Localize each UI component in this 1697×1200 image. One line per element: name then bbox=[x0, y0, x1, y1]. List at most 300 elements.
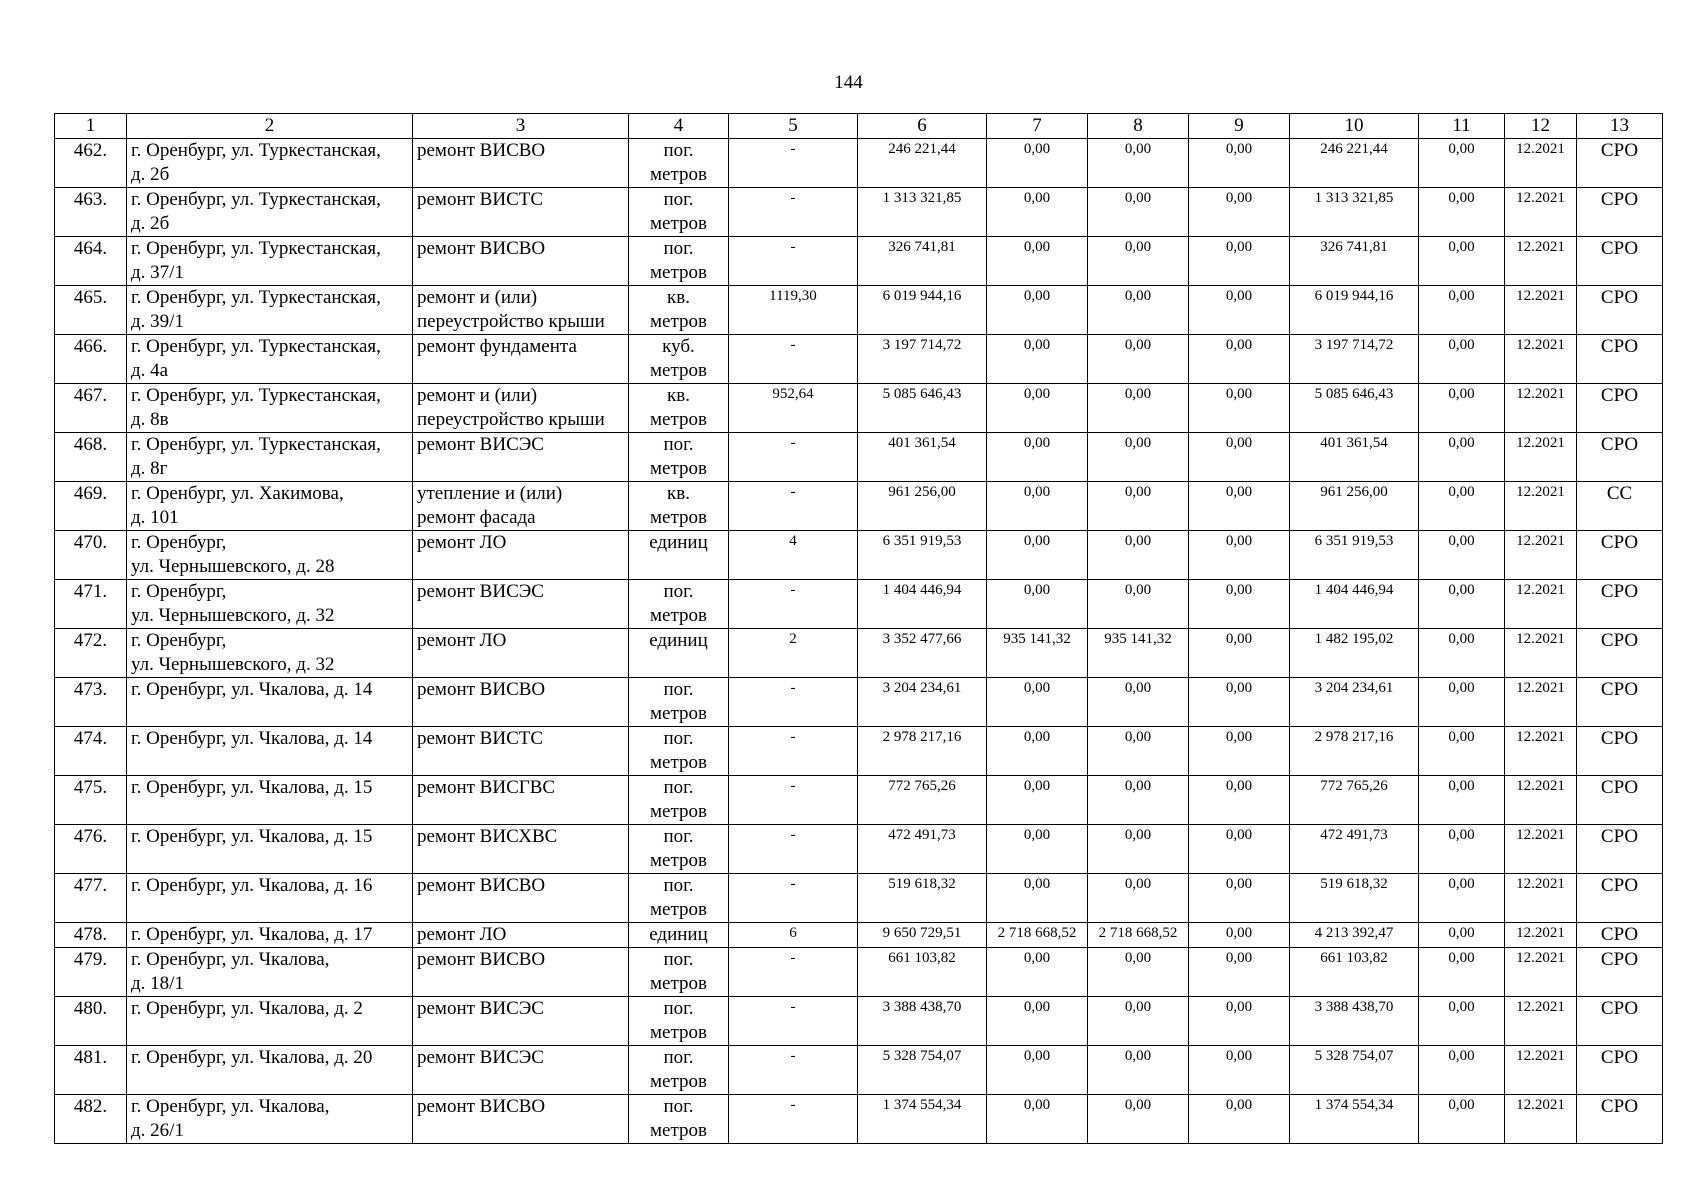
row-number bbox=[55, 997, 127, 1046]
deadline-cell-line: 12.2021 bbox=[1516, 582, 1565, 598]
value-cell-7-line: 0,00 bbox=[1023, 999, 1051, 1015]
total-cost-cell bbox=[858, 678, 987, 727]
work-type-cell bbox=[413, 678, 629, 727]
unit-cell bbox=[629, 727, 729, 776]
value-cell-9 bbox=[1189, 727, 1290, 776]
row-number bbox=[55, 727, 127, 776]
table-row bbox=[55, 1095, 1663, 1144]
unit-cell-line: пог. bbox=[663, 1096, 694, 1117]
deadline-cell-line: 12.2021 bbox=[1516, 1097, 1565, 1113]
fund-method-cell-line: СС bbox=[1606, 483, 1633, 504]
value-cell-9 bbox=[1189, 948, 1290, 997]
volume-cell bbox=[729, 629, 858, 678]
value-cell-7-line: 0,00 bbox=[1023, 729, 1051, 745]
value-cell-7 bbox=[987, 482, 1088, 531]
work-type-cell-line: ремонт ВИСЭС bbox=[417, 581, 544, 602]
value-cell-11 bbox=[1419, 139, 1505, 188]
row-number bbox=[55, 923, 127, 948]
value-cell-7 bbox=[987, 580, 1088, 629]
value-cell-10 bbox=[1290, 531, 1419, 580]
work-type-cell bbox=[413, 335, 629, 384]
unit-cell-line: пог. bbox=[663, 875, 694, 896]
deadline-cell bbox=[1505, 335, 1577, 384]
work-type-cell-line: ремонт и (или) bbox=[417, 385, 538, 406]
value-cell-9 bbox=[1189, 825, 1290, 874]
address-cell-line: д. 18/1 bbox=[131, 973, 184, 994]
unit-cell-line: пог. bbox=[663, 189, 694, 210]
value-cell-8 bbox=[1088, 237, 1189, 286]
value-cell-10-line: 3 197 714,72 bbox=[1314, 337, 1394, 353]
value-cell-8 bbox=[1088, 188, 1189, 237]
work-type-cell bbox=[413, 237, 629, 286]
value-cell-9 bbox=[1189, 286, 1290, 335]
value-cell-8-line: 0,00 bbox=[1124, 190, 1152, 206]
volume-cell-line: - bbox=[790, 729, 796, 745]
address-cell-line: г. Оренбург, bbox=[131, 532, 227, 553]
value-cell-9 bbox=[1189, 874, 1290, 923]
column-header: 3 bbox=[413, 114, 629, 139]
value-cell-9-line: 0,00 bbox=[1225, 533, 1253, 549]
address-cell-line: д. 2б bbox=[131, 164, 170, 185]
work-type-cell bbox=[413, 776, 629, 825]
volume-cell bbox=[729, 997, 858, 1046]
unit-cell-line: метров bbox=[650, 458, 707, 479]
fund-method-cell-line: СРО bbox=[1600, 1047, 1639, 1068]
address-cell-line: г. Оренбург, ул. Хакимова, bbox=[131, 483, 344, 504]
value-cell-10 bbox=[1290, 139, 1419, 188]
value-cell-11 bbox=[1419, 629, 1505, 678]
fund-method-cell-line: СРО bbox=[1600, 679, 1639, 700]
unit-cell-line: куб. bbox=[662, 336, 695, 357]
row-number-line: 463. bbox=[73, 189, 108, 210]
value-cell-10 bbox=[1290, 923, 1419, 948]
unit-cell-line: пог. bbox=[663, 998, 694, 1019]
fund-method-cell bbox=[1577, 482, 1663, 531]
total-cost-cell bbox=[858, 874, 987, 923]
value-cell-10-line: 961 256,00 bbox=[1320, 484, 1388, 500]
column-header: 5 bbox=[729, 114, 858, 139]
deadline-cell-line: 12.2021 bbox=[1516, 239, 1565, 255]
row-number bbox=[55, 237, 127, 286]
deadline-cell bbox=[1505, 825, 1577, 874]
value-cell-9 bbox=[1189, 335, 1290, 384]
volume-cell bbox=[729, 580, 858, 629]
unit-cell-line: метров bbox=[650, 899, 707, 920]
work-type-cell-line: ремонт ВИСВО bbox=[417, 140, 546, 161]
column-header: 7 bbox=[987, 114, 1088, 139]
value-cell-11-line: 0,00 bbox=[1448, 950, 1475, 966]
total-cost-cell-line: 401 361,54 bbox=[888, 435, 956, 451]
value-cell-10 bbox=[1290, 825, 1419, 874]
unit-cell-line: метров bbox=[650, 164, 707, 185]
total-cost-cell bbox=[858, 825, 987, 874]
row-number-line: 480. bbox=[73, 998, 108, 1019]
value-cell-11 bbox=[1419, 776, 1505, 825]
volume-cell-line: - bbox=[790, 827, 796, 843]
value-cell-11-line: 0,00 bbox=[1448, 141, 1475, 157]
fund-method-cell bbox=[1577, 335, 1663, 384]
unit-cell bbox=[629, 580, 729, 629]
address-cell-line: г. Оренбург, ул. Чкалова, д. 2 bbox=[131, 998, 363, 1019]
fund-method-cell-line: СРО bbox=[1600, 777, 1639, 798]
address-cell-line: д. 101 bbox=[131, 507, 179, 528]
total-cost-cell bbox=[858, 629, 987, 678]
total-cost-cell-line: 3 352 477,66 bbox=[882, 631, 962, 647]
work-type-cell-line: утепление и (или) bbox=[417, 483, 563, 504]
volume-cell-line: 952,64 bbox=[772, 386, 814, 402]
fund-method-cell-line: СРО bbox=[1600, 630, 1639, 651]
column-header: 12 bbox=[1505, 114, 1577, 139]
work-type-cell bbox=[413, 286, 629, 335]
deadline-cell-line: 12.2021 bbox=[1516, 827, 1565, 843]
deadline-cell bbox=[1505, 188, 1577, 237]
fund-method-cell bbox=[1577, 629, 1663, 678]
deadline-cell bbox=[1505, 678, 1577, 727]
volume-cell bbox=[729, 531, 858, 580]
unit-cell-line: метров bbox=[650, 1120, 707, 1141]
work-type-cell-line: переустройство крыши bbox=[417, 409, 605, 430]
address-cell-line: д. 37/1 bbox=[131, 262, 184, 283]
value-cell-10 bbox=[1290, 1095, 1419, 1144]
deadline-cell bbox=[1505, 482, 1577, 531]
fund-method-cell-line: СРО bbox=[1600, 581, 1639, 602]
address-cell-line: г. Оренбург, ул. Туркестанская, bbox=[131, 434, 381, 455]
value-cell-11-line: 0,00 bbox=[1448, 729, 1475, 745]
address-cell bbox=[127, 874, 413, 923]
work-type-cell-line: переустройство крыши bbox=[417, 311, 605, 332]
row-number bbox=[55, 580, 127, 629]
value-cell-10 bbox=[1290, 335, 1419, 384]
value-cell-10-line: 326 741,81 bbox=[1320, 239, 1388, 255]
unit-cell bbox=[629, 948, 729, 997]
value-cell-10 bbox=[1290, 678, 1419, 727]
deadline-cell bbox=[1505, 580, 1577, 629]
row-number bbox=[55, 335, 127, 384]
value-cell-8-line: 0,00 bbox=[1124, 1048, 1152, 1064]
total-cost-cell bbox=[858, 1046, 987, 1095]
value-cell-9-line: 0,00 bbox=[1225, 288, 1253, 304]
row-number-line: 475. bbox=[73, 777, 108, 798]
value-cell-11-line: 0,00 bbox=[1448, 288, 1475, 304]
deadline-cell-line: 12.2021 bbox=[1516, 386, 1565, 402]
volume-cell bbox=[729, 286, 858, 335]
unit-cell-line: единиц bbox=[649, 630, 708, 651]
value-cell-7-line: 0,00 bbox=[1023, 582, 1051, 598]
value-cell-8 bbox=[1088, 948, 1189, 997]
value-cell-9 bbox=[1189, 923, 1290, 948]
work-type-cell-line: ремонт ЛО bbox=[417, 924, 507, 945]
row-number-line: 477. bbox=[73, 875, 108, 896]
unit-cell-line: пог. bbox=[663, 949, 694, 970]
unit-cell bbox=[629, 335, 729, 384]
value-cell-10-line: 5 328 754,07 bbox=[1314, 1048, 1394, 1064]
fund-method-cell-line: СРО bbox=[1600, 385, 1639, 406]
value-cell-9-line: 0,00 bbox=[1225, 827, 1253, 843]
volume-cell bbox=[729, 923, 858, 948]
row-number bbox=[55, 531, 127, 580]
unit-cell-line: метров bbox=[650, 1071, 707, 1092]
total-cost-cell bbox=[858, 335, 987, 384]
value-cell-7 bbox=[987, 237, 1088, 286]
value-cell-9-line: 0,00 bbox=[1225, 999, 1253, 1015]
fund-method-cell-line: СРО bbox=[1600, 826, 1639, 847]
unit-cell bbox=[629, 923, 729, 948]
address-cell-line: г. Оренбург, ул. Туркестанская, bbox=[131, 385, 381, 406]
column-header: 8 bbox=[1088, 114, 1189, 139]
address-cell bbox=[127, 482, 413, 531]
volume-cell-line: 6 bbox=[789, 925, 797, 941]
work-type-cell bbox=[413, 433, 629, 482]
address-cell-line: г. Оренбург, bbox=[131, 630, 227, 651]
value-cell-10-line: 6 351 919,53 bbox=[1314, 533, 1394, 549]
total-cost-cell-line: 961 256,00 bbox=[888, 484, 956, 500]
total-cost-cell-line: 472 491,73 bbox=[888, 827, 956, 843]
deadline-cell-line: 12.2021 bbox=[1516, 778, 1565, 794]
address-cell-line: д. 4а bbox=[131, 360, 169, 381]
unit-cell-line: пог. bbox=[663, 140, 694, 161]
value-cell-9 bbox=[1189, 433, 1290, 482]
deadline-cell-line: 12.2021 bbox=[1516, 631, 1565, 647]
volume-cell-line: - bbox=[790, 778, 796, 794]
value-cell-8 bbox=[1088, 384, 1189, 433]
value-cell-8-line: 0,00 bbox=[1124, 827, 1152, 843]
fund-method-cell bbox=[1577, 1046, 1663, 1095]
table-row bbox=[55, 384, 1663, 433]
unit-cell bbox=[629, 237, 729, 286]
unit-cell bbox=[629, 629, 729, 678]
volume-cell bbox=[729, 948, 858, 997]
work-type-cell-line: ремонт ВИСХВС bbox=[417, 826, 558, 847]
value-cell-10-line: 5 085 646,43 bbox=[1314, 386, 1394, 402]
unit-cell-line: метров bbox=[650, 409, 707, 430]
fund-method-cell-line: СРО bbox=[1600, 949, 1639, 970]
value-cell-9-line: 0,00 bbox=[1225, 190, 1253, 206]
value-cell-10-line: 772 765,26 bbox=[1320, 778, 1388, 794]
value-cell-11-line: 0,00 bbox=[1448, 631, 1475, 647]
total-cost-cell bbox=[858, 776, 987, 825]
fund-method-cell bbox=[1577, 1095, 1663, 1144]
value-cell-7 bbox=[987, 874, 1088, 923]
total-cost-cell-line: 519 618,32 bbox=[888, 876, 956, 892]
table-row bbox=[55, 825, 1663, 874]
value-cell-7-line: 0,00 bbox=[1023, 533, 1051, 549]
volume-cell-line: - bbox=[790, 190, 796, 206]
value-cell-7-line: 0,00 bbox=[1023, 435, 1051, 451]
value-cell-9 bbox=[1189, 482, 1290, 531]
value-cell-8-line: 0,00 bbox=[1124, 680, 1152, 696]
unit-cell bbox=[629, 776, 729, 825]
value-cell-7 bbox=[987, 139, 1088, 188]
work-type-cell-line: ремонт ЛО bbox=[417, 630, 507, 651]
table-row bbox=[55, 188, 1663, 237]
deadline-cell bbox=[1505, 384, 1577, 433]
unit-cell-line: единиц bbox=[649, 924, 708, 945]
work-type-cell-line: ремонт ВИСВО bbox=[417, 1096, 546, 1117]
value-cell-10 bbox=[1290, 997, 1419, 1046]
value-cell-10 bbox=[1290, 948, 1419, 997]
value-cell-7-line: 935 141,32 bbox=[1003, 631, 1071, 647]
total-cost-cell bbox=[858, 1095, 987, 1144]
unit-cell-line: пог. bbox=[663, 1047, 694, 1068]
value-cell-8 bbox=[1088, 629, 1189, 678]
volume-cell-line: - bbox=[790, 1097, 796, 1113]
value-cell-11 bbox=[1419, 1095, 1505, 1144]
fund-method-cell bbox=[1577, 678, 1663, 727]
value-cell-10 bbox=[1290, 482, 1419, 531]
total-cost-cell-line: 1 404 446,94 bbox=[882, 582, 962, 598]
row-number-line: 479. bbox=[73, 949, 108, 970]
address-cell-line: г. Оренбург, ул. Чкалова, д. 14 bbox=[131, 728, 373, 749]
volume-cell bbox=[729, 1046, 858, 1095]
value-cell-9 bbox=[1189, 678, 1290, 727]
work-type-cell bbox=[413, 997, 629, 1046]
value-cell-7-line: 0,00 bbox=[1023, 778, 1051, 794]
fund-method-cell bbox=[1577, 237, 1663, 286]
value-cell-8-line: 0,00 bbox=[1124, 999, 1152, 1015]
value-cell-7 bbox=[987, 531, 1088, 580]
row-number bbox=[55, 678, 127, 727]
row-number-line: 476. bbox=[73, 826, 108, 847]
unit-cell bbox=[629, 139, 729, 188]
address-cell-line: ул. Чернышевского, д. 32 bbox=[131, 654, 335, 675]
value-cell-11-line: 0,00 bbox=[1448, 386, 1475, 402]
row-number bbox=[55, 948, 127, 997]
column-header: 11 bbox=[1419, 114, 1505, 139]
row-number-line: 465. bbox=[73, 287, 108, 308]
value-cell-7-line: 0,00 bbox=[1023, 239, 1051, 255]
value-cell-8 bbox=[1088, 139, 1189, 188]
deadline-cell-line: 12.2021 bbox=[1516, 999, 1565, 1015]
value-cell-9 bbox=[1189, 629, 1290, 678]
unit-cell-line: метров bbox=[650, 752, 707, 773]
value-cell-8-line: 0,00 bbox=[1124, 239, 1152, 255]
fund-method-cell bbox=[1577, 188, 1663, 237]
deadline-cell bbox=[1505, 1046, 1577, 1095]
value-cell-11 bbox=[1419, 580, 1505, 629]
unit-cell-line: метров bbox=[650, 801, 707, 822]
address-cell bbox=[127, 1095, 413, 1144]
work-type-cell-line: ремонт ВИСЭС bbox=[417, 998, 544, 1019]
address-cell bbox=[127, 580, 413, 629]
total-cost-cell bbox=[858, 384, 987, 433]
value-cell-7-line: 0,00 bbox=[1023, 1048, 1051, 1064]
address-cell bbox=[127, 825, 413, 874]
address-cell bbox=[127, 286, 413, 335]
value-cell-11 bbox=[1419, 384, 1505, 433]
row-number bbox=[55, 384, 127, 433]
value-cell-8 bbox=[1088, 531, 1189, 580]
value-cell-9-line: 0,00 bbox=[1225, 582, 1253, 598]
unit-cell bbox=[629, 482, 729, 531]
unit-cell-line: кв. bbox=[667, 483, 690, 504]
value-cell-7 bbox=[987, 384, 1088, 433]
volume-cell bbox=[729, 188, 858, 237]
fund-method-cell-line: СРО bbox=[1600, 924, 1639, 945]
row-number-line: 462. bbox=[73, 140, 108, 161]
volume-cell bbox=[729, 433, 858, 482]
unit-cell bbox=[629, 384, 729, 433]
value-cell-11-line: 0,00 bbox=[1448, 778, 1475, 794]
table-row bbox=[55, 433, 1663, 482]
unit-cell bbox=[629, 1046, 729, 1095]
value-cell-11-line: 0,00 bbox=[1448, 533, 1475, 549]
value-cell-11-line: 0,00 bbox=[1448, 999, 1475, 1015]
value-cell-7 bbox=[987, 1046, 1088, 1095]
value-cell-7-line: 0,00 bbox=[1023, 386, 1051, 402]
total-cost-cell-line: 661 103,82 bbox=[888, 950, 956, 966]
unit-cell bbox=[629, 1095, 729, 1144]
volume-cell-line: - bbox=[790, 680, 796, 696]
table-row bbox=[55, 1046, 1663, 1095]
value-cell-8 bbox=[1088, 727, 1189, 776]
value-cell-10-line: 661 103,82 bbox=[1320, 950, 1388, 966]
total-cost-cell-line: 9 650 729,51 bbox=[882, 925, 962, 941]
total-cost-cell bbox=[858, 188, 987, 237]
value-cell-8 bbox=[1088, 335, 1189, 384]
value-cell-8-line: 0,00 bbox=[1124, 729, 1152, 745]
value-cell-10-line: 519 618,32 bbox=[1320, 876, 1388, 892]
volume-cell bbox=[729, 874, 858, 923]
total-cost-cell-line: 1 313 321,85 bbox=[882, 190, 962, 206]
value-cell-7-line: 0,00 bbox=[1023, 950, 1051, 966]
work-type-cell-line: ремонт и (или) bbox=[417, 287, 538, 308]
work-type-cell bbox=[413, 482, 629, 531]
value-cell-9-line: 0,00 bbox=[1225, 729, 1253, 745]
fund-method-cell bbox=[1577, 997, 1663, 1046]
address-cell-line: д. 2б bbox=[131, 213, 170, 234]
address-cell bbox=[127, 923, 413, 948]
address-cell-line: г. Оренбург, ул. Чкалова, д. 15 bbox=[131, 826, 373, 847]
work-type-cell-line: ремонт ВИСТС bbox=[417, 728, 544, 749]
address-cell-line: д. 26/1 bbox=[131, 1120, 184, 1141]
work-type-cell-line: ремонт ВИСТС bbox=[417, 189, 544, 210]
value-cell-11 bbox=[1419, 188, 1505, 237]
value-cell-7 bbox=[987, 727, 1088, 776]
work-type-cell-line: ремонт ВИСВО bbox=[417, 238, 546, 259]
value-cell-9 bbox=[1189, 237, 1290, 286]
value-cell-7 bbox=[987, 1095, 1088, 1144]
value-cell-10 bbox=[1290, 384, 1419, 433]
value-cell-8 bbox=[1088, 1046, 1189, 1095]
address-cell-line: ул. Чернышевского, д. 28 bbox=[131, 556, 335, 577]
deadline-cell-line: 12.2021 bbox=[1516, 925, 1565, 941]
unit-cell bbox=[629, 997, 729, 1046]
table-row bbox=[55, 335, 1663, 384]
fund-method-cell-line: СРО bbox=[1600, 336, 1639, 357]
total-cost-cell-line: 326 741,81 bbox=[888, 239, 956, 255]
value-cell-11 bbox=[1419, 923, 1505, 948]
value-cell-9-line: 0,00 bbox=[1225, 484, 1253, 500]
value-cell-8-line: 935 141,32 bbox=[1104, 631, 1172, 647]
unit-cell-line: метров bbox=[650, 213, 707, 234]
value-cell-10-line: 1 313 321,85 bbox=[1314, 190, 1394, 206]
address-cell bbox=[127, 335, 413, 384]
value-cell-7 bbox=[987, 678, 1088, 727]
row-number-line: 464. bbox=[73, 238, 108, 259]
page-number: 144 bbox=[834, 72, 863, 93]
row-number-line: 469. bbox=[73, 483, 108, 504]
fund-method-cell-line: СРО bbox=[1600, 287, 1639, 308]
value-cell-10-line: 4 213 392,47 bbox=[1314, 925, 1394, 941]
value-cell-11 bbox=[1419, 531, 1505, 580]
unit-cell-line: метров bbox=[650, 703, 707, 724]
address-cell-line: г. Оренбург, ул. Туркестанская, bbox=[131, 238, 381, 259]
volume-cell-line: - bbox=[790, 435, 796, 451]
value-cell-11 bbox=[1419, 997, 1505, 1046]
value-cell-8-line: 2 718 668,52 bbox=[1098, 925, 1178, 941]
value-cell-9-line: 0,00 bbox=[1225, 631, 1253, 647]
deadline-cell bbox=[1505, 531, 1577, 580]
